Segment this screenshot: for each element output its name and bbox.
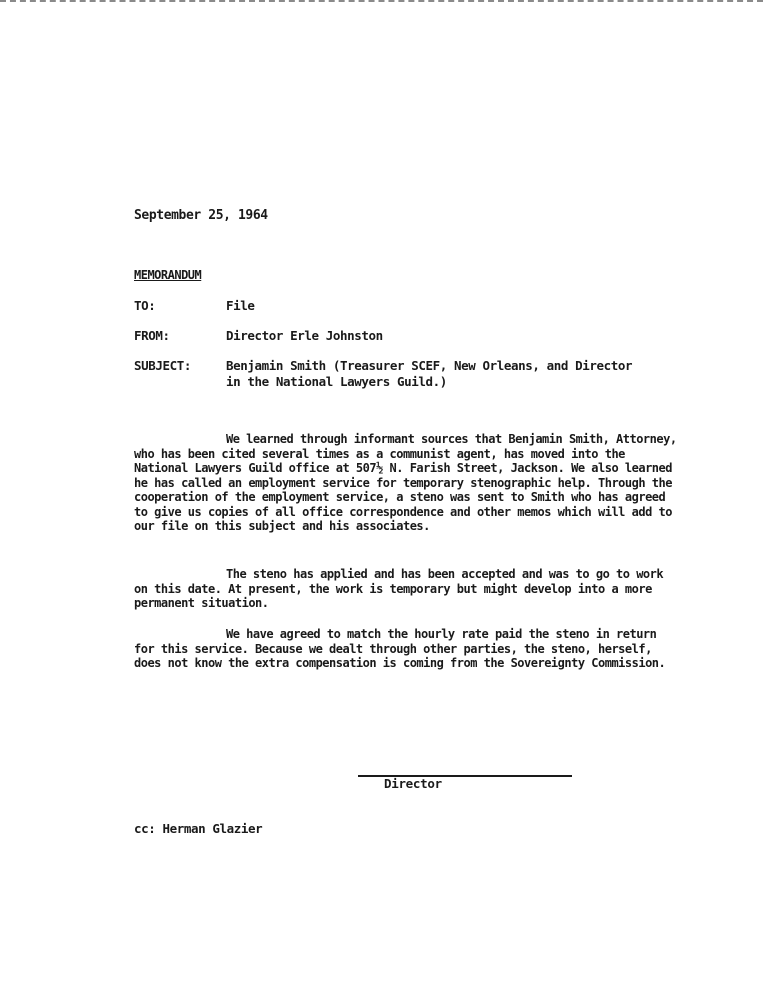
- memo-heading: MEMORANDUM: [134, 268, 202, 282]
- subject-label: SUBJECT:: [134, 358, 192, 373]
- paragraph-text: We have agreed to match the hourly rate paid the steno in return for this service. Because we dealt through other parties, the steno, herself, does not know the extra compensation is coming from the Sovereignty Commission.: [134, 627, 666, 670]
- from-value: Director Erle Johnston: [226, 328, 383, 343]
- to-label: TO:: [134, 298, 156, 313]
- memo-date: September 25, 1964: [134, 208, 268, 223]
- body-paragraph-3: [134, 627, 679, 671]
- from-label: FROM:: [134, 328, 170, 343]
- body-paragraph-1: [134, 432, 679, 534]
- cc-line: cc: Herman Glazier: [134, 821, 263, 836]
- to-value: File: [226, 298, 255, 313]
- body-paragraph-2: [134, 567, 679, 611]
- subject-line-2: in the National Lawyers Guild.): [226, 374, 447, 389]
- signature-title: Director: [384, 776, 442, 791]
- paragraph-text: We learned through informant sources that Benjamin Smith, Attorney, who has been cited several times as a communist agent, has moved into the National Lawyers Guild office at 507½ N. Farish Street, Jackson. We also learned he has called an employment service for temporary stenographic help. Through the cooperation of the employment service, a steno was sent to Smith who has agreed to give us copies of all office correspondence and other memos which will add to our file on this subject and his associates.: [134, 432, 677, 533]
- subject-line-1: Benjamin Smith (Treasurer SCEF, New Orleans, and Director: [226, 358, 633, 373]
- paragraph-text: The steno has applied and has been accepted and was to go to work on this date. At present, the work is temporary but might develop into a more permanent situation.: [134, 567, 664, 610]
